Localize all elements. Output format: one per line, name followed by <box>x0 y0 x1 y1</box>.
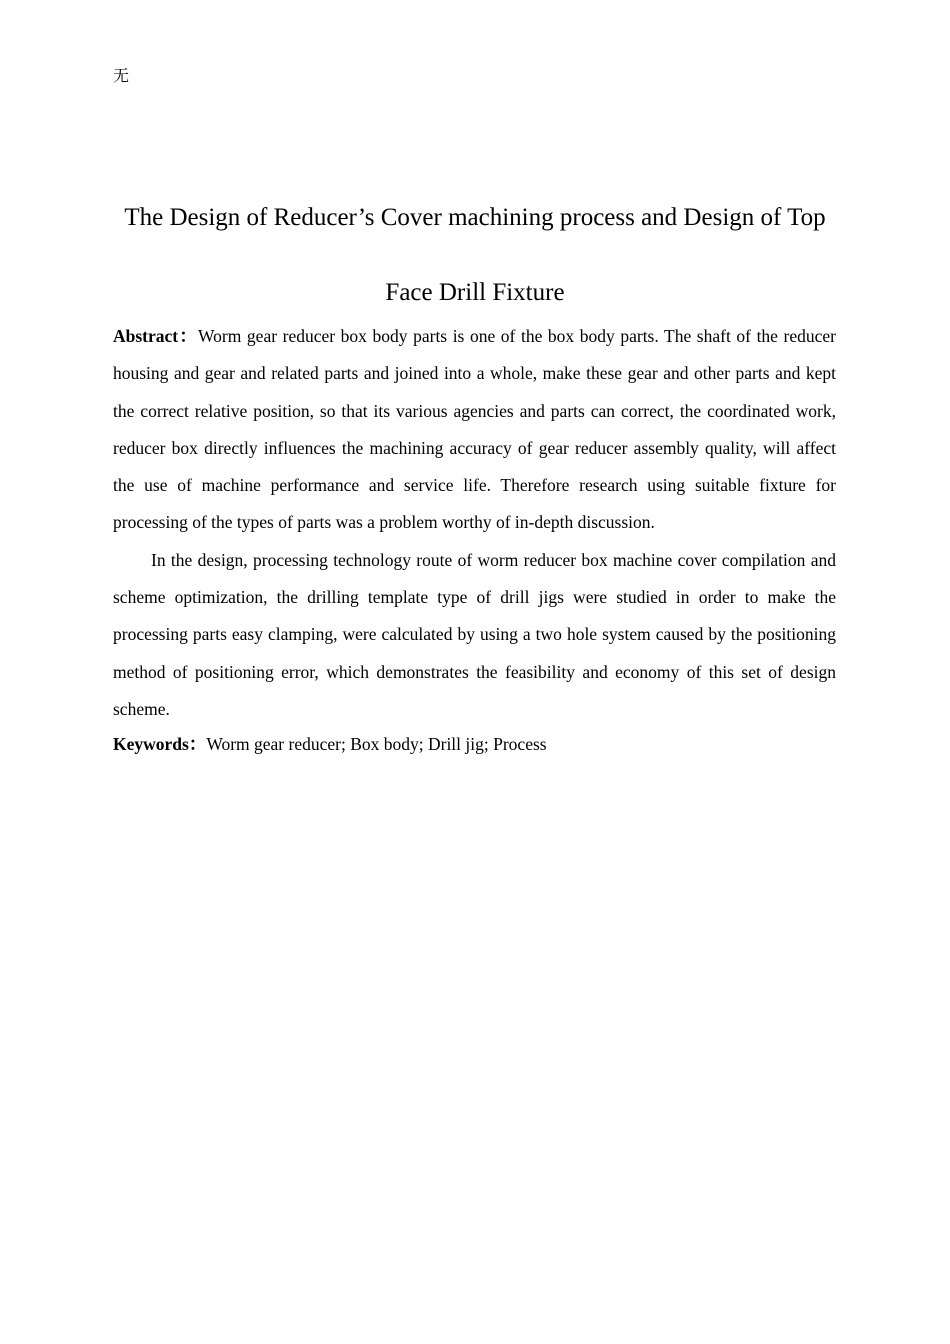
abstract-text-2: In the design, processing technology route of worm reducer box machine cover compilation and scheme optimization, the drilling template type of drill jigs were studied in order to make the processing parts easy clamping, were calculated by using a two hole system caused by the positioning method of positioning error, which demonstrates the feasibility and economy of this set of design scheme. <box>113 549 836 719</box>
title-line-1: The Design of Reducer’s Cover machining process and Design of Top <box>124 204 826 231</box>
document-title <box>113 180 837 330</box>
abstract-section <box>113 318 836 761</box>
keywords-label: Keywords： <box>113 734 207 755</box>
title-line-2: Face Drill Fixture <box>385 279 565 306</box>
header-mark: 无 <box>113 66 130 85</box>
abstract-paragraph-2 <box>113 542 836 728</box>
abstract-text-1: Worm gear reducer box body parts is one of the box body parts. The shaft of the reducer housing and gear and related parts and joined into a whole, make these gear and other parts and kept the correct relative position, so that its various agencies and parts can correct, the coordinated work, reducer box directly influences the machining accuracy of gear reducer assembly quality, will affect the use of machine performance and service life. Therefore research using suitable fixture for processing of the types of parts was a problem worthy of in-depth discussion. <box>113 326 836 533</box>
keywords-line <box>113 728 836 761</box>
abstract-paragraph-1 <box>113 318 836 542</box>
abstract-label: Abstract： <box>113 326 199 346</box>
keywords-text: Worm gear reducer; Box body; Drill jig; Process <box>206 734 547 755</box>
